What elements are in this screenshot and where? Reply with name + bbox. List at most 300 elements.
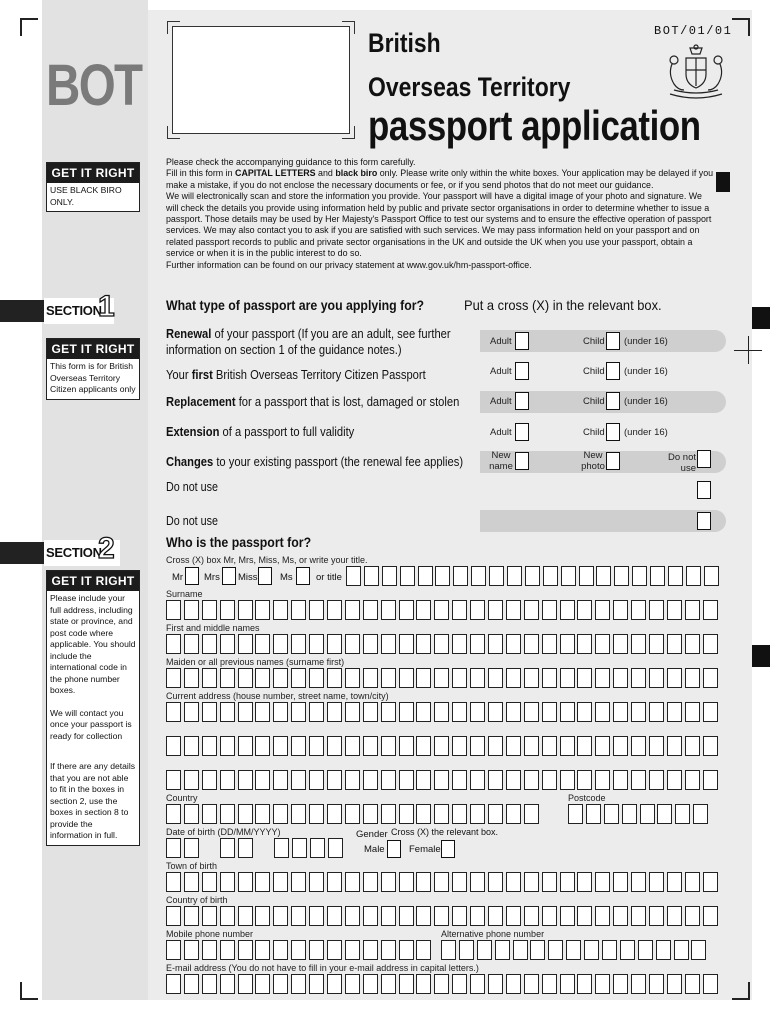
town-of-birth-boxes[interactable] <box>166 872 721 892</box>
char-box[interactable] <box>525 566 540 586</box>
country-of-birth-boxes[interactable] <box>166 906 721 926</box>
char-box[interactable] <box>488 736 503 756</box>
char-box[interactable] <box>363 634 378 654</box>
char-box[interactable] <box>632 566 647 586</box>
char-box[interactable] <box>255 940 270 960</box>
char-box[interactable] <box>309 804 324 824</box>
char-box[interactable] <box>327 702 342 722</box>
char-box[interactable] <box>453 566 468 586</box>
char-box[interactable] <box>363 702 378 722</box>
char-box[interactable] <box>524 736 539 756</box>
char-box[interactable] <box>291 736 306 756</box>
char-box[interactable] <box>399 974 414 994</box>
char-box[interactable] <box>381 702 396 722</box>
char-box[interactable] <box>685 974 700 994</box>
char-box[interactable] <box>364 566 379 586</box>
char-box[interactable] <box>667 906 682 926</box>
title-boxes[interactable] <box>346 566 722 586</box>
char-box[interactable] <box>620 940 635 960</box>
char-box[interactable] <box>631 974 646 994</box>
char-box[interactable] <box>667 634 682 654</box>
char-box[interactable] <box>506 974 521 994</box>
char-box[interactable] <box>292 838 307 858</box>
char-box[interactable] <box>184 702 199 722</box>
renewal-adult-checkbox[interactable] <box>515 332 529 350</box>
char-box[interactable] <box>471 566 486 586</box>
char-box[interactable] <box>273 906 288 926</box>
char-box[interactable] <box>327 736 342 756</box>
char-box[interactable] <box>238 634 253 654</box>
char-box[interactable] <box>506 770 521 790</box>
char-box[interactable] <box>416 668 431 688</box>
char-box[interactable] <box>613 906 628 926</box>
char-box[interactable] <box>416 702 431 722</box>
char-box[interactable] <box>560 736 575 756</box>
char-box[interactable] <box>255 600 270 620</box>
char-box[interactable] <box>202 634 217 654</box>
char-box[interactable] <box>560 906 575 926</box>
char-box[interactable] <box>255 634 270 654</box>
char-box[interactable] <box>363 940 378 960</box>
dob-month-boxes[interactable] <box>220 838 256 858</box>
char-box[interactable] <box>441 940 456 960</box>
char-box[interactable] <box>363 974 378 994</box>
char-box[interactable] <box>542 634 557 654</box>
char-box[interactable] <box>416 940 431 960</box>
char-box[interactable] <box>202 702 217 722</box>
mr-checkbox[interactable] <box>185 567 199 585</box>
char-box[interactable] <box>477 940 492 960</box>
char-box[interactable] <box>345 736 360 756</box>
char-box[interactable] <box>470 906 485 926</box>
char-box[interactable] <box>184 668 199 688</box>
char-box[interactable] <box>166 668 181 688</box>
first-names-boxes[interactable] <box>166 634 721 654</box>
char-box[interactable] <box>685 770 700 790</box>
char-box[interactable] <box>470 668 485 688</box>
char-box[interactable] <box>434 770 449 790</box>
char-box[interactable] <box>489 566 504 586</box>
char-box[interactable] <box>674 940 689 960</box>
char-box[interactable] <box>345 770 360 790</box>
char-box[interactable] <box>255 872 270 892</box>
char-box[interactable] <box>327 634 342 654</box>
mobile-boxes[interactable] <box>166 940 434 960</box>
char-box[interactable] <box>238 906 253 926</box>
char-box[interactable] <box>363 906 378 926</box>
char-box[interactable] <box>631 872 646 892</box>
char-box[interactable] <box>255 770 270 790</box>
char-box[interactable] <box>220 872 235 892</box>
char-box[interactable] <box>704 566 719 586</box>
char-box[interactable] <box>434 600 449 620</box>
char-box[interactable] <box>530 940 545 960</box>
char-box[interactable] <box>542 702 557 722</box>
char-box[interactable] <box>345 872 360 892</box>
char-box[interactable] <box>434 872 449 892</box>
char-box[interactable] <box>631 702 646 722</box>
char-box[interactable] <box>452 702 467 722</box>
char-box[interactable] <box>595 974 610 994</box>
char-box[interactable] <box>220 804 235 824</box>
char-box[interactable] <box>327 804 342 824</box>
char-box[interactable] <box>667 974 682 994</box>
char-box[interactable] <box>220 770 235 790</box>
char-box[interactable] <box>524 770 539 790</box>
char-box[interactable] <box>291 702 306 722</box>
char-box[interactable] <box>452 770 467 790</box>
char-box[interactable] <box>470 702 485 722</box>
miss-checkbox[interactable] <box>258 567 272 585</box>
char-box[interactable] <box>327 770 342 790</box>
char-box[interactable] <box>560 770 575 790</box>
char-box[interactable] <box>434 702 449 722</box>
char-box[interactable] <box>595 770 610 790</box>
char-box[interactable] <box>399 736 414 756</box>
char-box[interactable] <box>657 804 672 824</box>
char-box[interactable] <box>309 770 324 790</box>
char-box[interactable] <box>399 770 414 790</box>
char-box[interactable] <box>459 940 474 960</box>
char-box[interactable] <box>291 600 306 620</box>
char-box[interactable] <box>667 736 682 756</box>
char-box[interactable] <box>309 600 324 620</box>
char-box[interactable] <box>381 872 396 892</box>
char-box[interactable] <box>649 736 664 756</box>
char-box[interactable] <box>560 600 575 620</box>
char-box[interactable] <box>524 804 539 824</box>
char-box[interactable] <box>345 804 360 824</box>
char-box[interactable] <box>703 974 718 994</box>
char-box[interactable] <box>703 634 718 654</box>
char-box[interactable] <box>220 736 235 756</box>
char-box[interactable] <box>238 940 253 960</box>
extension-adult-checkbox[interactable] <box>515 423 529 441</box>
char-box[interactable] <box>220 974 235 994</box>
maiden-names-boxes[interactable] <box>166 668 721 688</box>
char-box[interactable] <box>542 906 557 926</box>
char-box[interactable] <box>506 872 521 892</box>
char-box[interactable] <box>363 736 378 756</box>
char-box[interactable] <box>667 872 682 892</box>
char-box[interactable] <box>166 906 181 926</box>
char-box[interactable] <box>273 872 288 892</box>
char-box[interactable] <box>703 668 718 688</box>
char-box[interactable] <box>345 668 360 688</box>
country-boxes[interactable] <box>166 804 542 824</box>
char-box[interactable] <box>399 600 414 620</box>
char-box[interactable] <box>524 872 539 892</box>
char-box[interactable] <box>255 736 270 756</box>
char-box[interactable] <box>703 906 718 926</box>
char-box[interactable] <box>416 872 431 892</box>
char-box[interactable] <box>542 974 557 994</box>
address-boxes-line-1[interactable] <box>166 702 721 722</box>
char-box[interactable] <box>399 804 414 824</box>
char-box[interactable] <box>568 804 583 824</box>
char-box[interactable] <box>184 600 199 620</box>
char-box[interactable] <box>291 634 306 654</box>
char-box[interactable] <box>434 804 449 824</box>
char-box[interactable] <box>238 770 253 790</box>
char-box[interactable] <box>613 600 628 620</box>
char-box[interactable] <box>202 974 217 994</box>
char-box[interactable] <box>703 736 718 756</box>
char-box[interactable] <box>703 702 718 722</box>
char-box[interactable] <box>291 872 306 892</box>
char-box[interactable] <box>596 566 611 586</box>
char-box[interactable] <box>566 940 581 960</box>
char-box[interactable] <box>399 702 414 722</box>
char-box[interactable] <box>184 974 199 994</box>
char-box[interactable] <box>452 736 467 756</box>
char-box[interactable] <box>345 702 360 722</box>
char-box[interactable] <box>363 872 378 892</box>
ms-checkbox[interactable] <box>296 567 310 585</box>
extension-child-checkbox[interactable] <box>606 423 620 441</box>
char-box[interactable] <box>584 940 599 960</box>
char-box[interactable] <box>202 668 217 688</box>
char-box[interactable] <box>649 668 664 688</box>
char-box[interactable] <box>602 940 617 960</box>
char-box[interactable] <box>381 940 396 960</box>
char-box[interactable] <box>691 940 706 960</box>
char-box[interactable] <box>560 668 575 688</box>
char-box[interactable] <box>470 634 485 654</box>
char-box[interactable] <box>656 940 671 960</box>
char-box[interactable] <box>238 702 253 722</box>
char-box[interactable] <box>560 872 575 892</box>
char-box[interactable] <box>488 668 503 688</box>
changes-new-name-checkbox[interactable] <box>515 452 529 470</box>
char-box[interactable] <box>488 770 503 790</box>
char-box[interactable] <box>595 906 610 926</box>
char-box[interactable] <box>524 668 539 688</box>
char-box[interactable] <box>399 872 414 892</box>
char-box[interactable] <box>166 872 181 892</box>
char-box[interactable] <box>685 736 700 756</box>
char-box[interactable] <box>166 940 181 960</box>
first-child-checkbox[interactable] <box>606 362 620 380</box>
char-box[interactable] <box>631 634 646 654</box>
char-box[interactable] <box>524 634 539 654</box>
char-box[interactable] <box>470 600 485 620</box>
char-box[interactable] <box>542 770 557 790</box>
char-box[interactable] <box>452 974 467 994</box>
char-box[interactable] <box>470 770 485 790</box>
char-box[interactable] <box>703 600 718 620</box>
char-box[interactable] <box>291 974 306 994</box>
char-box[interactable] <box>381 804 396 824</box>
char-box[interactable] <box>649 770 664 790</box>
char-box[interactable] <box>488 600 503 620</box>
char-box[interactable] <box>524 600 539 620</box>
char-box[interactable] <box>560 974 575 994</box>
char-box[interactable] <box>255 668 270 688</box>
char-box[interactable] <box>685 634 700 654</box>
char-box[interactable] <box>184 838 199 858</box>
char-box[interactable] <box>434 668 449 688</box>
char-box[interactable] <box>667 770 682 790</box>
char-box[interactable] <box>363 600 378 620</box>
char-box[interactable] <box>328 838 343 858</box>
char-box[interactable] <box>273 668 288 688</box>
char-box[interactable] <box>586 804 601 824</box>
char-box[interactable] <box>631 736 646 756</box>
char-box[interactable] <box>238 804 253 824</box>
char-box[interactable] <box>273 634 288 654</box>
char-box[interactable] <box>434 736 449 756</box>
char-box[interactable] <box>363 668 378 688</box>
char-box[interactable] <box>381 906 396 926</box>
char-box[interactable] <box>381 770 396 790</box>
changes-new-photo-checkbox[interactable] <box>606 452 620 470</box>
char-box[interactable] <box>560 702 575 722</box>
char-box[interactable] <box>470 872 485 892</box>
char-box[interactable] <box>577 736 592 756</box>
char-box[interactable] <box>309 736 324 756</box>
char-box[interactable] <box>327 668 342 688</box>
char-box[interactable] <box>506 736 521 756</box>
char-box[interactable] <box>560 634 575 654</box>
char-box[interactable] <box>561 566 576 586</box>
char-box[interactable] <box>434 906 449 926</box>
char-box[interactable] <box>238 872 253 892</box>
dob-year-boxes[interactable] <box>274 838 346 858</box>
char-box[interactable] <box>614 566 629 586</box>
char-box[interactable] <box>685 668 700 688</box>
char-box[interactable] <box>327 872 342 892</box>
char-box[interactable] <box>345 600 360 620</box>
char-box[interactable] <box>273 770 288 790</box>
char-box[interactable] <box>220 702 235 722</box>
char-box[interactable] <box>488 872 503 892</box>
char-box[interactable] <box>631 668 646 688</box>
char-box[interactable] <box>166 600 181 620</box>
char-box[interactable] <box>184 634 199 654</box>
char-box[interactable] <box>595 736 610 756</box>
char-box[interactable] <box>291 668 306 688</box>
char-box[interactable] <box>488 804 503 824</box>
char-box[interactable] <box>506 600 521 620</box>
replacement-adult-checkbox[interactable] <box>515 392 529 410</box>
char-box[interactable] <box>255 906 270 926</box>
char-box[interactable] <box>202 804 217 824</box>
char-box[interactable] <box>202 770 217 790</box>
char-box[interactable] <box>685 872 700 892</box>
char-box[interactable] <box>381 634 396 654</box>
char-box[interactable] <box>631 906 646 926</box>
char-box[interactable] <box>685 906 700 926</box>
char-box[interactable] <box>577 668 592 688</box>
char-box[interactable] <box>434 634 449 654</box>
char-box[interactable] <box>613 634 628 654</box>
char-box[interactable] <box>166 974 181 994</box>
char-box[interactable] <box>346 566 361 586</box>
char-box[interactable] <box>524 974 539 994</box>
char-box[interactable] <box>488 906 503 926</box>
char-box[interactable] <box>506 906 521 926</box>
email-boxes[interactable] <box>166 974 721 994</box>
char-box[interactable] <box>542 736 557 756</box>
char-box[interactable] <box>255 804 270 824</box>
char-box[interactable] <box>345 906 360 926</box>
char-box[interactable] <box>291 770 306 790</box>
char-box[interactable] <box>638 940 653 960</box>
char-box[interactable] <box>238 974 253 994</box>
char-box[interactable] <box>595 702 610 722</box>
char-box[interactable] <box>649 872 664 892</box>
address-boxes-line-3[interactable] <box>166 770 721 790</box>
char-box[interactable] <box>255 974 270 994</box>
char-box[interactable] <box>650 566 665 586</box>
char-box[interactable] <box>399 940 414 960</box>
char-box[interactable] <box>542 872 557 892</box>
char-box[interactable] <box>542 668 557 688</box>
char-box[interactable] <box>524 906 539 926</box>
char-box[interactable] <box>577 770 592 790</box>
char-box[interactable] <box>506 668 521 688</box>
char-box[interactable] <box>273 736 288 756</box>
alt-phone-boxes[interactable] <box>441 940 709 960</box>
char-box[interactable] <box>399 906 414 926</box>
char-box[interactable] <box>327 600 342 620</box>
char-box[interactable] <box>507 566 522 586</box>
female-checkbox[interactable] <box>441 840 455 858</box>
male-checkbox[interactable] <box>387 840 401 858</box>
char-box[interactable] <box>345 974 360 994</box>
char-box[interactable] <box>524 702 539 722</box>
char-box[interactable] <box>202 736 217 756</box>
char-box[interactable] <box>166 838 181 858</box>
char-box[interactable] <box>452 906 467 926</box>
char-box[interactable] <box>309 940 324 960</box>
char-box[interactable] <box>649 634 664 654</box>
char-box[interactable] <box>675 804 690 824</box>
char-box[interactable] <box>488 974 503 994</box>
char-box[interactable] <box>327 974 342 994</box>
char-box[interactable] <box>470 974 485 994</box>
char-box[interactable] <box>686 566 701 586</box>
char-box[interactable] <box>220 906 235 926</box>
char-box[interactable] <box>416 770 431 790</box>
char-box[interactable] <box>238 838 253 858</box>
char-box[interactable] <box>577 634 592 654</box>
char-box[interactable] <box>613 668 628 688</box>
char-box[interactable] <box>202 906 217 926</box>
char-box[interactable] <box>399 634 414 654</box>
postcode-boxes[interactable] <box>568 804 711 824</box>
char-box[interactable] <box>613 770 628 790</box>
char-box[interactable] <box>273 702 288 722</box>
char-box[interactable] <box>452 872 467 892</box>
char-box[interactable] <box>220 600 235 620</box>
renewal-child-checkbox[interactable] <box>606 332 620 350</box>
char-box[interactable] <box>309 668 324 688</box>
replacement-child-checkbox[interactable] <box>606 392 620 410</box>
mrs-checkbox[interactable] <box>222 567 236 585</box>
char-box[interactable] <box>579 566 594 586</box>
char-box[interactable] <box>345 940 360 960</box>
char-box[interactable] <box>543 566 558 586</box>
char-box[interactable] <box>577 702 592 722</box>
char-box[interactable] <box>452 804 467 824</box>
char-box[interactable] <box>595 872 610 892</box>
char-box[interactable] <box>649 702 664 722</box>
char-box[interactable] <box>416 906 431 926</box>
char-box[interactable] <box>693 804 708 824</box>
char-box[interactable] <box>381 668 396 688</box>
